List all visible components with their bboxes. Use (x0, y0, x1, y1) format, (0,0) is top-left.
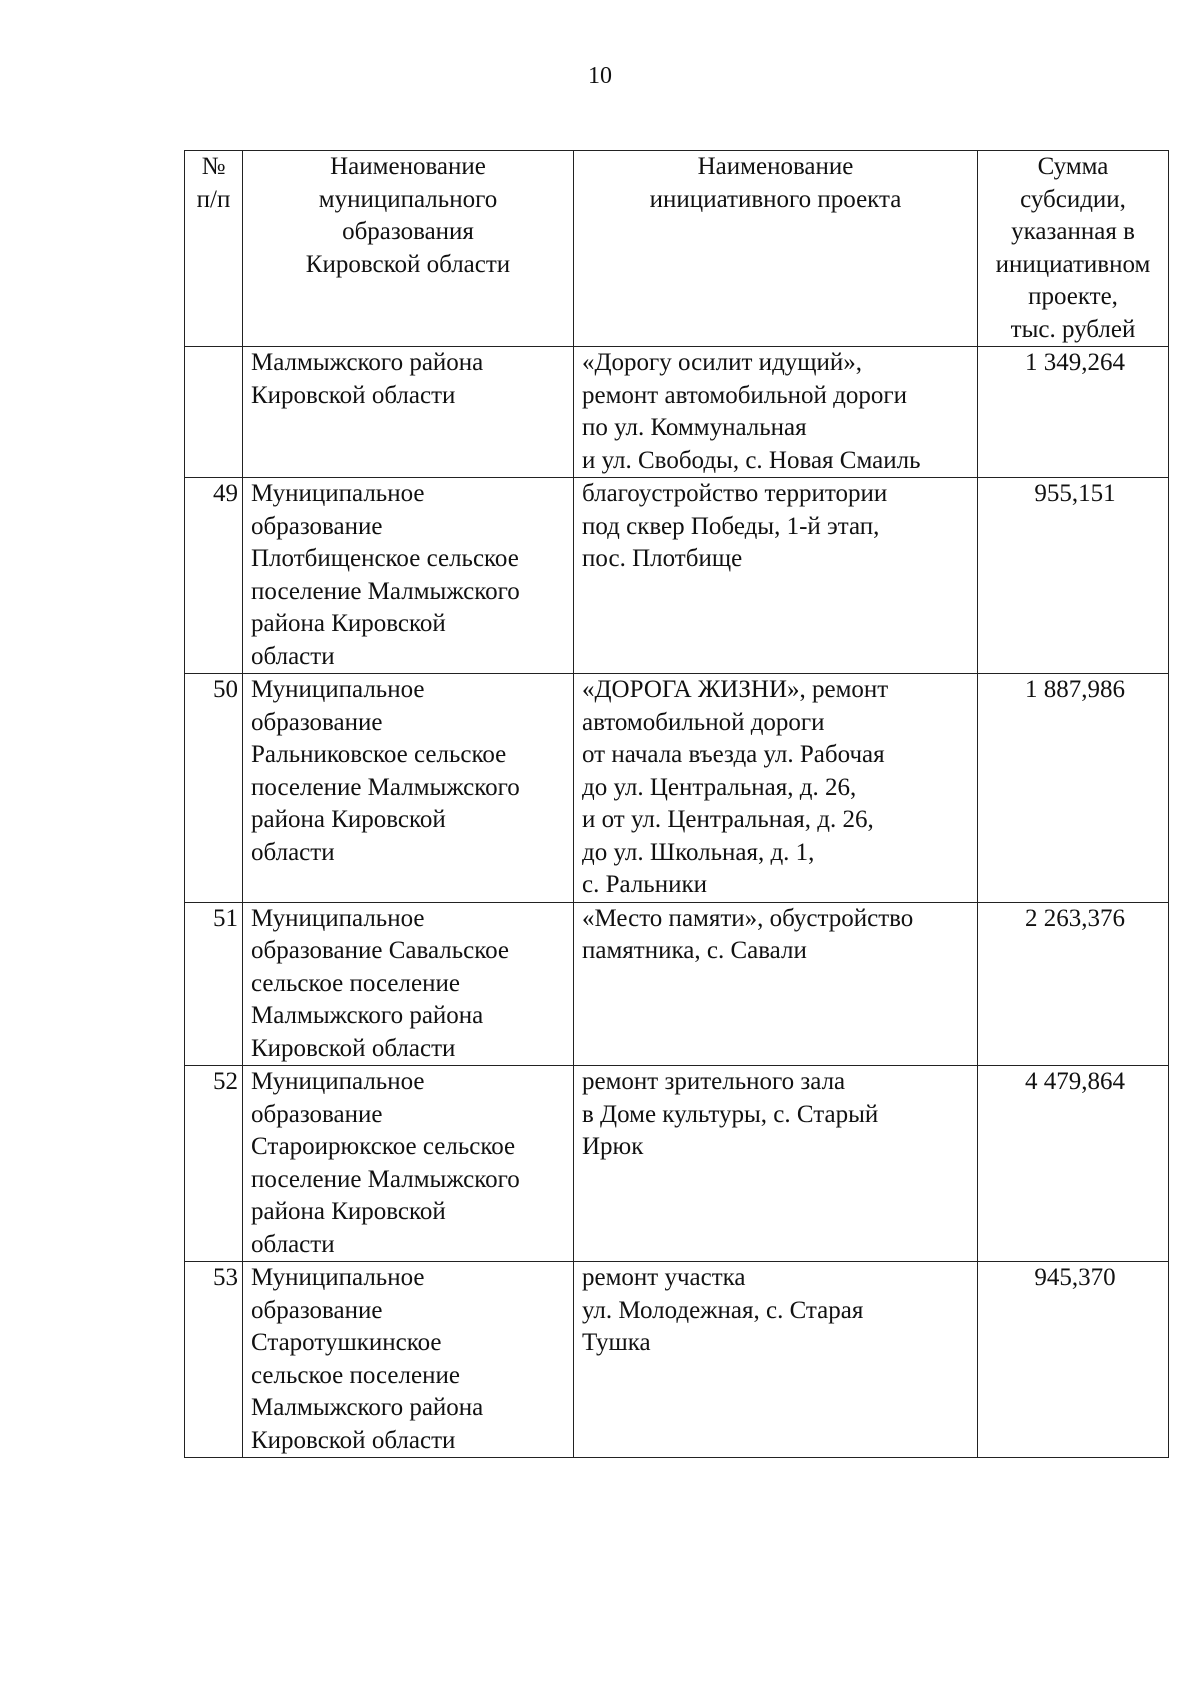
row-number: 51 (185, 902, 243, 1066)
table-row (185, 1066, 1169, 1262)
row-municipality: Муниципальное образование Плотбищенское сельское поселение Малмыжского района Кировской области (243, 478, 574, 674)
table-row (185, 674, 1169, 903)
table-row (185, 902, 1169, 1066)
row-subsidy-sum: 1 887,986 (978, 674, 1169, 903)
row-subsidy-sum: 4 479,864 (978, 1066, 1169, 1262)
row-number: 53 (185, 1262, 243, 1458)
subsidy-table (184, 150, 1169, 1458)
row-subsidy-sum: 945,370 (978, 1262, 1169, 1458)
table-row (185, 347, 1169, 478)
table-header-row (185, 151, 1169, 347)
row-subsidy-sum: 1 349,264 (978, 347, 1169, 478)
row-subsidy-sum: 955,151 (978, 478, 1169, 674)
row-project: «Дорогу осилит идущий», ремонт автомобильной дороги по ул. Коммунальная и ул. Свободы, с. Новая Смаиль (574, 347, 978, 478)
row-project: ремонт участка ул. Молодежная, с. Старая Тушка (574, 1262, 978, 1458)
row-number: 50 (185, 674, 243, 903)
row-municipality: Муниципальное образование Савальское сельское поселение Малмыжского района Кировской области (243, 902, 574, 1066)
row-subsidy-sum: 2 263,376 (978, 902, 1169, 1066)
table-row (185, 478, 1169, 674)
row-municipality: Муниципальное образование Староирюкское сельское поселение Малмыжского района Кировской области (243, 1066, 574, 1262)
page-number: 10 (588, 63, 612, 89)
row-municipality: Муниципальное образование Ральниковское сельское поселение Малмыжского района Кировской области (243, 674, 574, 903)
header-subsidy-sum: Сумма субсидии, указанная в инициативном проекте, тыс. рублей (978, 151, 1169, 347)
header-municipality: Наименование муниципального образования Кировской области (243, 151, 574, 347)
row-project: «Место памяти», обустройство памятника, с. Савали (574, 902, 978, 1066)
row-number (185, 347, 243, 478)
row-number: 49 (185, 478, 243, 674)
row-municipality: Муниципальное образование Старотушкинское сельское поселение Малмыжского района Кировской области (243, 1262, 574, 1458)
row-project: «ДОРОГА ЖИЗНИ», ремонт автомобильной дороги от начала въезда ул. Рабочая до ул. Центральная, д. 26, и от ул. Центральная, д. 26, до ул. Школьная, д. 1, с. Ральники (574, 674, 978, 903)
table-row (185, 1262, 1169, 1458)
row-project: благоустройство территории под сквер Победы, 1-й этап, пос. Плотбище (574, 478, 978, 674)
row-municipality: Малмыжского района Кировской области (243, 347, 574, 478)
header-project: Наименование инициативного проекта (574, 151, 978, 347)
header-number: № п/п (185, 151, 243, 347)
row-project: ремонт зрительного зала в Доме культуры, с. Старый Ирюк (574, 1066, 978, 1262)
row-number: 52 (185, 1066, 243, 1262)
